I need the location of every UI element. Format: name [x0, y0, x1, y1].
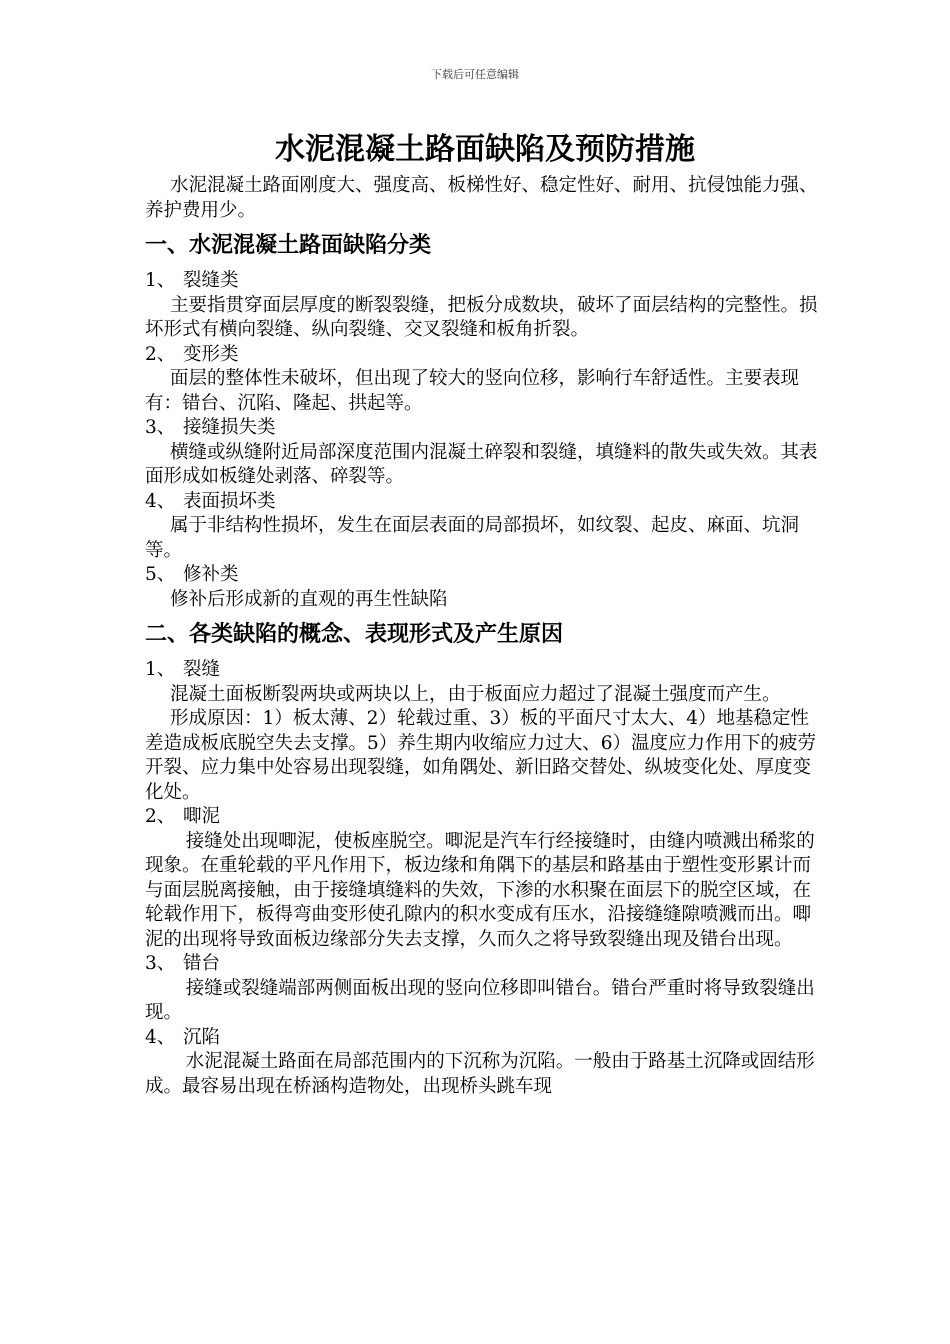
item-label: 唧泥 — [183, 806, 221, 827]
section-1-item-1 — [145, 269, 825, 294]
section-2-item-2 — [145, 805, 825, 830]
item-number: 1、 — [145, 659, 176, 680]
item-label: 变形类 — [183, 343, 239, 365]
item-label: 接缝损失类 — [183, 417, 276, 438]
item-number: 3、 — [145, 417, 176, 438]
item-number: 5、 — [145, 564, 176, 585]
item-label: 修补类 — [183, 564, 239, 585]
item-label: 沉陷 — [183, 1026, 221, 1048]
item-number: 2、 — [145, 343, 176, 365]
section-1-item-4-text: 属于非结构性损坏，发生在面层表面的局部损坏，如纹裂、起皮、麻面、坑洞等。 — [145, 515, 799, 561]
intro-paragraph: 水泥混凝土路面刚度大、强度高、板梯性好、稳定性好、耐用、抗侵蚀能力强、养护费用少。 — [145, 175, 818, 221]
section-2-item-1 — [145, 658, 825, 683]
section-2-item-1-text: 混凝土面板断裂两块或两块以上，由于板面应力超过了混凝土强度而产生。 — [169, 683, 781, 705]
section-1-heading: 一、水泥混凝土路面缺陷分类 — [145, 233, 432, 258]
section-1-item-3 — [145, 416, 825, 441]
section-2-heading: 二、各类缺陷的概念、表现形式及产生原因 — [145, 622, 564, 647]
section-2-item-3 — [145, 952, 825, 977]
section-1-item-4 — [145, 490, 825, 515]
section-1-item-5 — [145, 563, 825, 588]
section-1-item-2-text: 面层的整体性未破坏，但出现了较大的竖向位移，影响行车舒适性。主要表现有：错台、沉陷、隆起、拱起等。 — [145, 368, 799, 414]
section-2-item-3-text: 接缝或裂缝端部两侧面板出现的竖向位移即叫错台。错台严重时将导致裂缝出现。 — [145, 977, 815, 1023]
item-label: 错台 — [183, 953, 221, 974]
item-number: 2、 — [145, 806, 176, 827]
section-1-item-3-text: 横缝或纵缝附近局部深度范围内混凝土碎裂和裂缝，填缝料的散失或失效。其表面形成如板缝处剥落、碎裂等。 — [145, 441, 818, 487]
item-number: 4、 — [145, 1026, 176, 1048]
section-2-item-2-text: 接缝处出现唧泥，使板座脱空。唧泥是汽车行经接缝时，由缝内喷溅出稀浆的现象。在重轮载的平凡作用下，板边缘和角隅下的基层和路基由于塑性变形累计而与面层脱离接触，由于接缝填缝料的失效，下渗的水积聚在面层下的脱空区域，在轮载作用下，板得弯曲变形使孔隙内的积水变成有压水，沿接缝缝隙喷溅而出。唧泥的出现将导致面板边缘部分失去支撑，久而久之将导致裂缝出现及错台出现。 — [145, 830, 815, 950]
section-1-item-5-text: 修补后形成新的直观的再生性缺陷 — [169, 588, 448, 610]
section-1-item-1-text: 主要指贯穿面层厚度的断裂裂缝，把板分成数块，破坏了面层结构的完整性。损坏形式有横向裂缝、纵向裂缝、交叉裂缝和板角折裂。 — [145, 294, 818, 340]
document-body — [145, 128, 825, 1099]
document-title: 水泥混凝土路面缺陷及预防措施 — [275, 132, 695, 167]
item-number: 1、 — [145, 270, 176, 291]
section-2-item-4 — [145, 1026, 825, 1051]
item-number: 3、 — [145, 953, 176, 974]
item-label: 表面损坏类 — [183, 490, 276, 512]
item-label: 裂缝类 — [183, 270, 239, 291]
item-label: 裂缝 — [183, 659, 221, 680]
header-note: 下载后可任意编辑 — [431, 68, 519, 81]
section-1-item-2 — [145, 343, 825, 368]
section-2-item-1-causes: 形成原因：1）板太薄、2）轮载过重、3）板的平面尺寸太大、4）地基稳定性差造成板底脱空失去支撑。5）养生期内收缩应力过大、6）温度应力作用下的疲劳开裂、应力集中处容易出现裂缝，如角隅处、新旧路交替处、纵坡变化处、厚度变化处。 — [145, 708, 817, 803]
section-2-item-4-text: 水泥混凝土路面在局部范围内的下沉称为沉陷。一般由于路基土沉降或固结形成。最容易出现在桥涵构造物处，出现桥头跳车现 — [145, 1051, 815, 1097]
item-number: 4、 — [145, 490, 176, 512]
